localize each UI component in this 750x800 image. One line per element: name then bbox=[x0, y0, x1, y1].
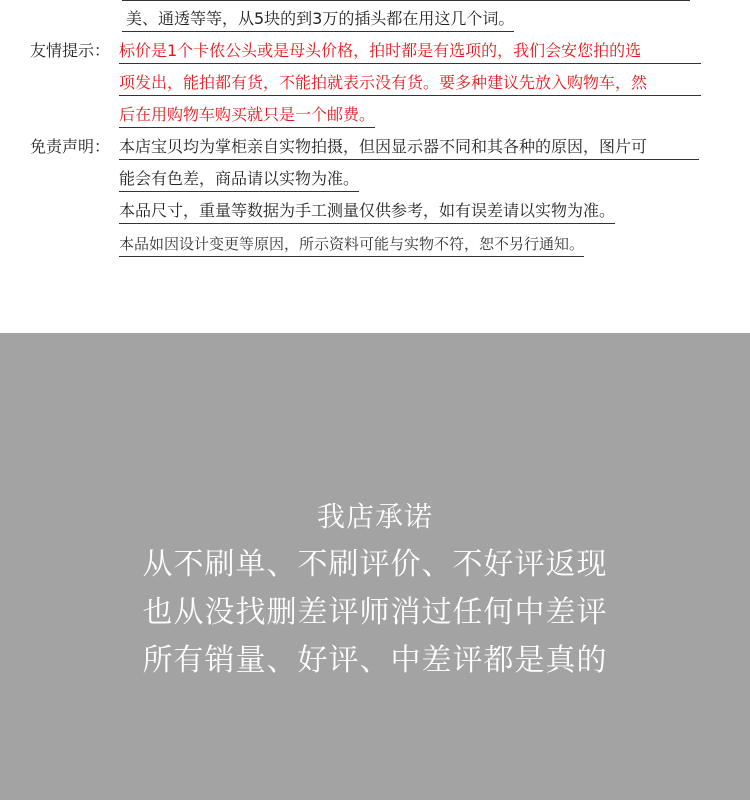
disclaimer-line-4: 本品如因设计变更等原因，所示资料可能与实物不符，恕不另行通知。 bbox=[119, 233, 584, 257]
disclaimer-line-3: 本品尺寸，重量等数据为手工测量仅供参考，如有误差请以实物为准。 bbox=[119, 200, 615, 224]
tip-line-1: 标价是1个卡侬公头或是母头价格，拍时都是有选项的，我们会安您拍的选 bbox=[119, 40, 701, 64]
disclaimer-line-2: 能会有色差，商品请以实物为准。 bbox=[119, 168, 359, 192]
tip-line-2: 项发出，能拍都有货，不能拍就表示没有货。要多种建议先放入购物车，然 bbox=[119, 72, 701, 96]
promise-banner bbox=[0, 333, 750, 800]
promise-title: 我店承诺 bbox=[316, 500, 433, 533]
tip-label: 友情提示： bbox=[30, 41, 111, 60]
promise-line-2: 也从没找删差评师消过任何中差评 bbox=[142, 595, 608, 630]
notice-section bbox=[0, 0, 750, 333]
intro-line: 美、通透等等，从5块的到3万的插头都在用这几个词。 bbox=[122, 8, 514, 32]
top-divider bbox=[122, 0, 690, 1]
tip-line-3: 后在用购物车购买就只是一个邮费。 bbox=[119, 104, 375, 128]
promise-line-1: 从不刷单、不刷评价、不好评返现 bbox=[142, 547, 608, 582]
disclaimer-line-1: 本店宝贝均为掌柜亲自实物拍摄，但因显示器不同和其各种的原因，图片可 bbox=[119, 136, 699, 160]
disclaimer-label: 免责声明： bbox=[30, 137, 111, 156]
promise-line-3: 所有销量、好评、中差评都是真的 bbox=[142, 643, 608, 678]
